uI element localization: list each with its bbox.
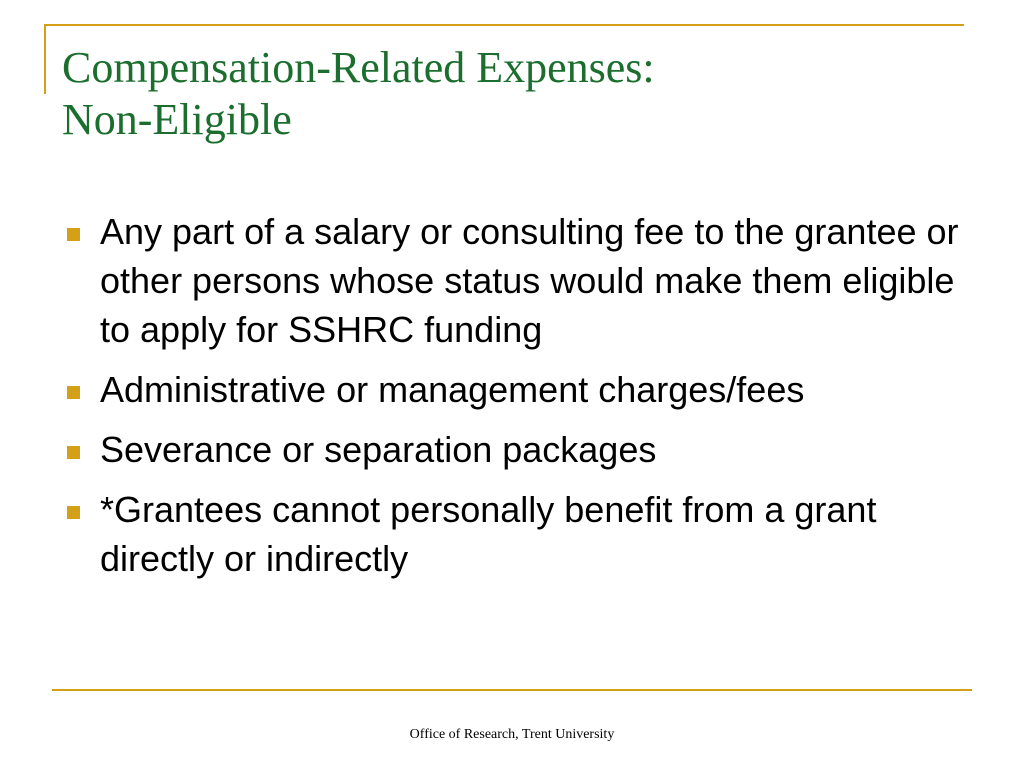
top-border-line [44, 24, 964, 26]
bullet-item [62, 365, 962, 414]
square-bullet-icon [67, 228, 80, 241]
bullet-text: *Grantees cannot personally benefit from a grant directly or indirectly [100, 489, 877, 579]
bullet-text: Any part of a salary or consulting fee to the grantee or other persons whose status would make them eligible to apply for SSHRC funding [100, 211, 959, 350]
slide-title-line-1: Compensation-Related Expenses: [62, 43, 655, 92]
slide-title [62, 42, 962, 146]
square-bullet-icon [67, 386, 80, 399]
square-bullet-icon [67, 446, 80, 459]
bullet-text: Administrative or management charges/fees [100, 369, 805, 410]
bullet-list [62, 207, 962, 594]
left-border-line [44, 24, 46, 94]
square-bullet-icon [67, 506, 80, 519]
bullet-text: Severance or separation packages [100, 429, 657, 470]
footer-text: Office of Research, Trent University [409, 727, 615, 742]
bullet-item [62, 425, 962, 474]
footer-divider [52, 689, 972, 691]
slide-title-line-2: Non-Eligible [62, 95, 292, 144]
bullet-item [62, 485, 962, 583]
bullet-item [62, 207, 962, 354]
